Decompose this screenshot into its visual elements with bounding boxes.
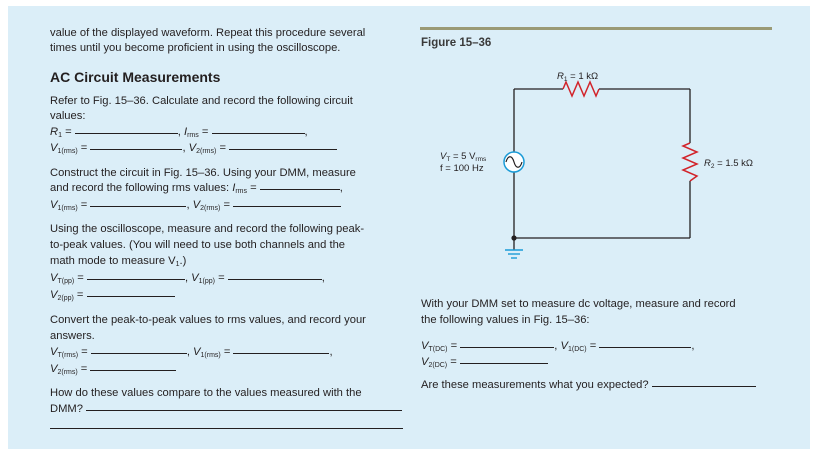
dc-row-1: $V_{T(DC)}$ = , $V_{1(DC)}$ = ,: [421, 340, 695, 353]
compare-line-1: How do these values compare to the values measured with the: [50, 387, 362, 399]
construct-line-2: and record the following rms values: $I_{rms}$ = ,: [50, 182, 343, 195]
dc-row-2: $V_{2(DC)}$ =: [421, 355, 548, 374]
answer-blank[interactable]: [460, 363, 548, 364]
figure-title: Figure 15–36: [421, 37, 492, 49]
resistor-r2-icon: [683, 143, 697, 181]
answer-blank[interactable]: [652, 386, 756, 387]
scope-line-1: Using the oscilloscope, measure and record the following peak-: [50, 223, 365, 235]
scope-v2-row: $V_{2(pp)}$ =: [50, 288, 175, 307]
intro-line-2: times until you become proficient in using the oscilloscope.: [50, 42, 341, 54]
calc-line-1: Refer to Fig. 15–36. Calculate and record the following circuit: [50, 95, 353, 107]
r2-label: $R_2 = 1.5$ kΩ: [704, 158, 754, 170]
convert-v2-row: $V_{2(rms)}$ =: [50, 362, 176, 381]
convert-line-2: answers.: [50, 330, 95, 342]
construct-v-row: $V_{1(rms)}$ = , $V_{2(rms)}$ =: [50, 198, 341, 217]
resistor-r1-icon: [563, 82, 599, 96]
convert-line-1: Convert the peak-to-peak values to rms values, and record your: [50, 314, 366, 326]
answer-blank[interactable]: [599, 347, 691, 348]
junction-dot: [511, 235, 516, 240]
ground-icon: [505, 250, 523, 258]
source-voltage-label: $V_T = 5$ $V_{rms}$: [440, 151, 487, 163]
calc-line-2: values:: [50, 110, 86, 122]
calc-r1-row: $R_1$ = , $I_{rms}$ = ,: [50, 126, 308, 139]
section-title: AC Circuit Measurements: [50, 69, 221, 85]
ac-source-icon: [504, 152, 524, 172]
source-frequency-label: f = 100 Hz: [440, 163, 484, 174]
dc-line-1: With your DMM set to measure dc voltage, measure and record: [421, 298, 736, 310]
dc-question: Are these measurements what you expected?: [421, 378, 756, 394]
dc-line-2: the following values in Fig. 15–36:: [421, 314, 590, 326]
construct-line-1: Construct the circuit in Fig. 15–36. Using your DMM, measure: [50, 167, 356, 179]
scope-pp-row: $V_{T(pp)}$ = , $V_{1(pp)}$ = ,: [50, 272, 325, 285]
scope-line-2: to-peak values. (You will need to use both channels and the: [50, 239, 346, 251]
calc-v-row: $V_{1(rms)}$ = , $V_{2(rms)}$ =: [50, 141, 337, 160]
intro-line-1: value of the displayed waveform. Repeat this procedure several: [50, 27, 366, 39]
compare-line-2: DMM?: [50, 402, 402, 418]
convert-rms-row: $V_{T(rms)}$ = , $V_{1(rms)}$ = ,: [50, 346, 333, 359]
answer-blank[interactable]: [460, 347, 554, 348]
scope-line-3: math mode to measure $V_1$.): [50, 255, 187, 268]
r1-label: $R_1 = 1$ kΩ: [557, 71, 599, 83]
